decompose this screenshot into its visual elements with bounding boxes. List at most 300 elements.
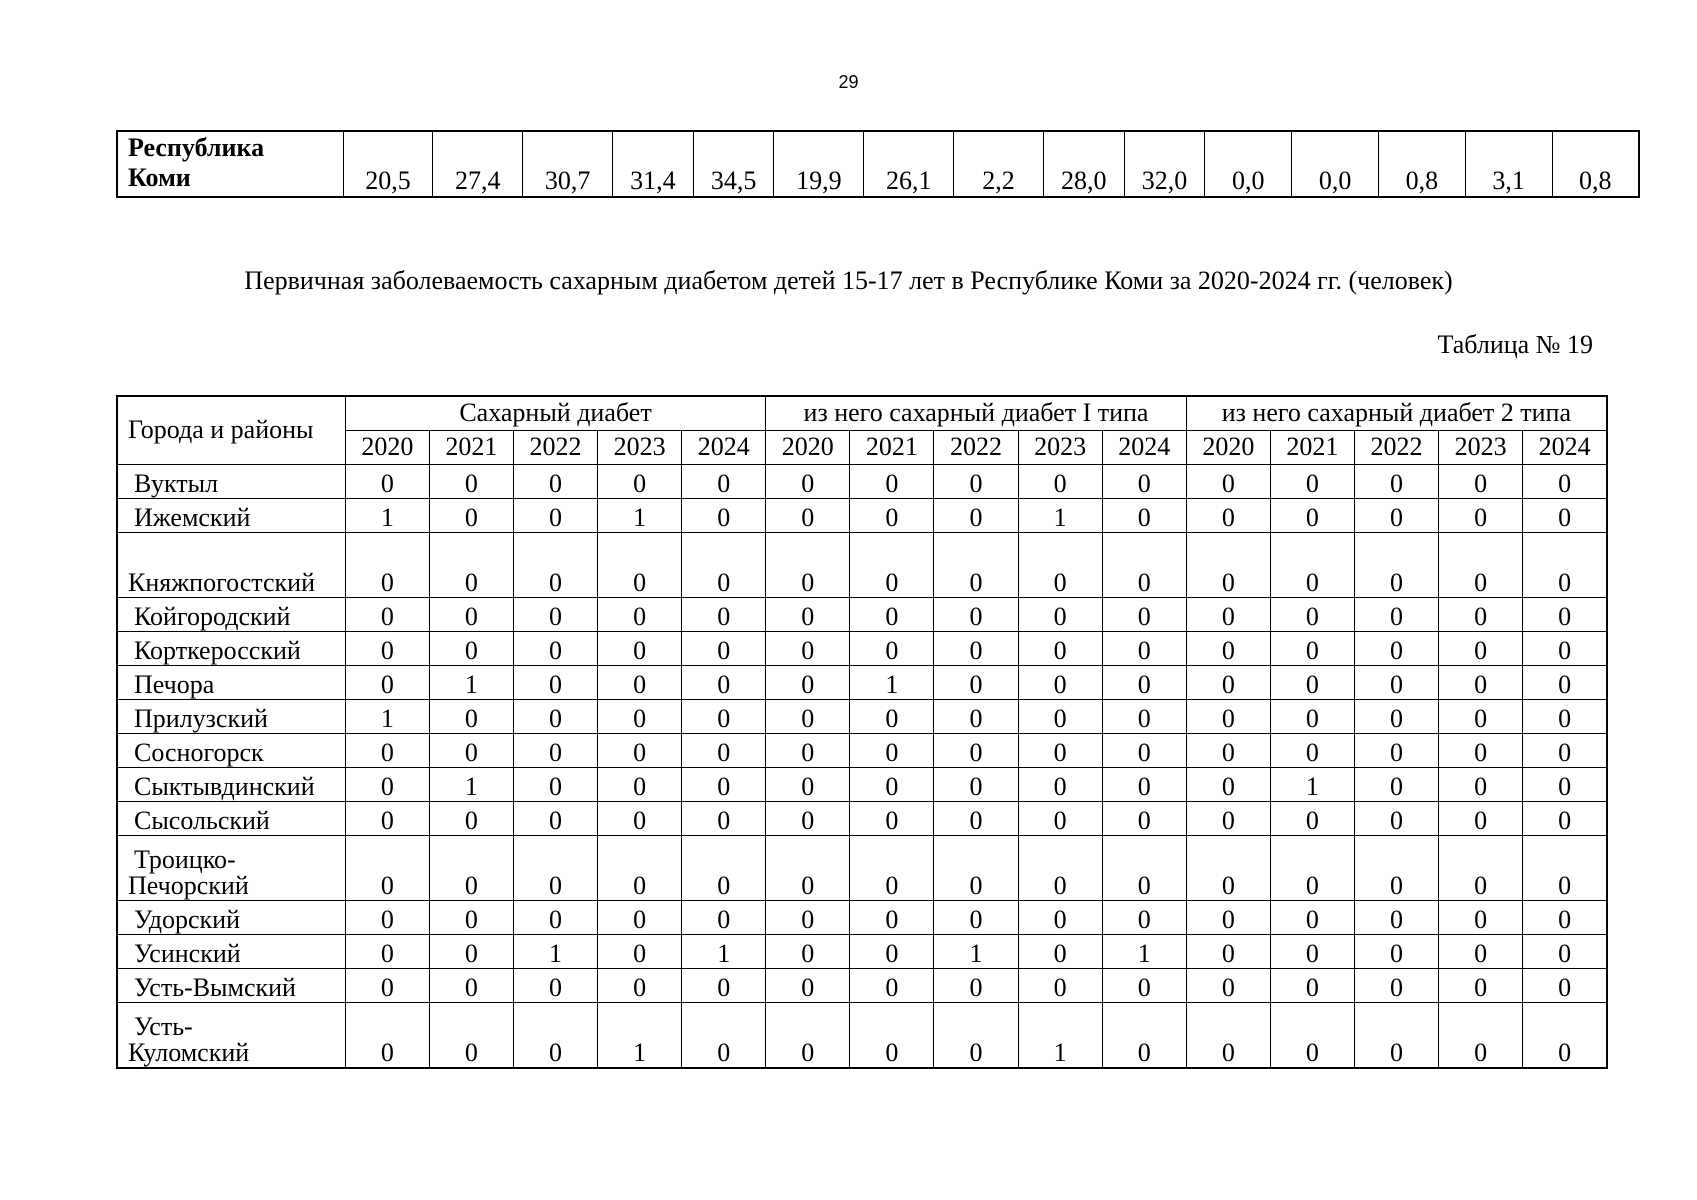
table-cell: 0 <box>1354 734 1438 768</box>
table-cell: 0 <box>1270 700 1354 734</box>
table-cell: 0 <box>598 465 682 499</box>
table-cell: 1 <box>1018 499 1102 533</box>
row-name-text: Княжпогостский <box>128 568 315 597</box>
header-year: 2024 <box>682 431 766 465</box>
table-cell: 0 <box>345 802 429 836</box>
table-cell: 0 <box>850 533 934 598</box>
row-name-text: Прилузский <box>134 704 268 733</box>
header-year: 2023 <box>598 431 682 465</box>
table-cell: 0 <box>850 969 934 1003</box>
table-cell: 0 <box>429 734 513 768</box>
row-name-text: Ижемский <box>134 503 251 532</box>
row-name-text: Корткеросский <box>134 636 301 665</box>
table-cell: 0 <box>1186 768 1270 802</box>
header-year: 2024 <box>1523 431 1607 465</box>
summary-value: 0,0 <box>1205 131 1292 197</box>
table-cell: 0 <box>850 901 934 935</box>
row-name-line: Усть- <box>134 1012 193 1041</box>
header-year: 2020 <box>345 431 429 465</box>
table-cell: 0 <box>934 632 1018 666</box>
table-cell: 0 <box>934 836 1018 901</box>
table-cell: 0 <box>1018 969 1102 1003</box>
table-row <box>117 465 1607 499</box>
incidence-table <box>116 395 1608 1069</box>
table-cell: 0 <box>1018 598 1102 632</box>
table-cell: 0 <box>766 1003 850 1069</box>
header-year: 2021 <box>429 431 513 465</box>
table-cell: 0 <box>513 632 597 666</box>
table-cell: 0 <box>1354 465 1438 499</box>
table-cell: 0 <box>1523 836 1607 901</box>
header-year: 2022 <box>1354 431 1438 465</box>
row-name <box>117 802 345 836</box>
row-name-text: Сыктывдинский <box>134 772 315 801</box>
table-cell: 0 <box>598 935 682 969</box>
table-cell: 0 <box>682 632 766 666</box>
table-cell: 0 <box>850 935 934 969</box>
table-cell: 0 <box>1102 499 1186 533</box>
table-cell: 0 <box>850 700 934 734</box>
summary-value: 31,4 <box>613 131 694 197</box>
row-name-text: Печора <box>134 670 215 699</box>
table-cell: 0 <box>513 768 597 802</box>
table-cell: 0 <box>345 969 429 1003</box>
table-cell: 0 <box>1523 465 1607 499</box>
summary-value: 30,7 <box>523 131 613 197</box>
table-cell: 0 <box>1102 969 1186 1003</box>
row-name <box>117 465 345 499</box>
header-group-type1: из него сахарный диабет I типа <box>766 396 1187 431</box>
table-cell: 0 <box>1102 734 1186 768</box>
table-row <box>117 969 1607 1003</box>
table-cell: 0 <box>1186 632 1270 666</box>
table-cell: 0 <box>345 734 429 768</box>
table-cell: 0 <box>1018 465 1102 499</box>
table-cell: 0 <box>598 734 682 768</box>
header-year: 2023 <box>1439 431 1523 465</box>
table-cell: 0 <box>934 768 1018 802</box>
table-number: Таблица № 19 <box>1437 330 1593 359</box>
table-cell: 0 <box>934 802 1018 836</box>
table-cell: 0 <box>1439 533 1523 598</box>
table-cell: 0 <box>1186 901 1270 935</box>
summary-value: 27,4 <box>433 131 523 197</box>
table-cell: 0 <box>1270 1003 1354 1069</box>
summary-value: 20,5 <box>343 131 433 197</box>
table-cell: 0 <box>766 632 850 666</box>
table-cell: 0 <box>1018 666 1102 700</box>
table-row <box>117 632 1607 666</box>
table-cell: 0 <box>345 598 429 632</box>
table-cell: 0 <box>1018 802 1102 836</box>
table-cell: 0 <box>1354 836 1438 901</box>
table-cell: 0 <box>1186 836 1270 901</box>
summary-value: 0,8 <box>1552 131 1639 197</box>
table-cell: 0 <box>1102 533 1186 598</box>
table-cell: 0 <box>1523 533 1607 598</box>
table-cell: 0 <box>934 499 1018 533</box>
table-cell: 0 <box>1270 935 1354 969</box>
table-cell: 0 <box>934 734 1018 768</box>
row-name-text: Усть-Вымский <box>134 973 296 1002</box>
table-cell: 0 <box>850 1003 934 1069</box>
table-cell: 0 <box>1186 1003 1270 1069</box>
table-cell: 0 <box>934 598 1018 632</box>
table-cell: 0 <box>1354 533 1438 598</box>
table-cell: 0 <box>598 598 682 632</box>
row-name-line: Троицко- <box>134 845 236 874</box>
summary-value: 34,5 <box>693 131 774 197</box>
table-cell: 0 <box>682 768 766 802</box>
table-cell: 0 <box>766 901 850 935</box>
table-cell: 0 <box>1523 1003 1607 1069</box>
table-cell: 0 <box>934 666 1018 700</box>
table-cell: 0 <box>513 969 597 1003</box>
summary-region <box>117 131 343 197</box>
table-cell: 0 <box>934 465 1018 499</box>
table-cell: 0 <box>1018 632 1102 666</box>
table-cell: 0 <box>513 734 597 768</box>
row-name <box>117 901 345 935</box>
header-year: 2022 <box>934 431 1018 465</box>
table-cell: 0 <box>1439 632 1523 666</box>
table-cell: 1 <box>345 700 429 734</box>
table-cell: 0 <box>1186 465 1270 499</box>
table-cell: 0 <box>1186 533 1270 598</box>
table-cell: 0 <box>682 465 766 499</box>
table-cell: 0 <box>1102 836 1186 901</box>
table-cell: 0 <box>1439 802 1523 836</box>
table-cell: 0 <box>682 734 766 768</box>
table-cell: 0 <box>766 533 850 598</box>
table-cell: 0 <box>598 768 682 802</box>
table-cell: 0 <box>1439 901 1523 935</box>
table-cell: 0 <box>682 700 766 734</box>
table-row <box>117 836 1607 901</box>
table-cell: 0 <box>1270 533 1354 598</box>
row-name <box>117 598 345 632</box>
table-cell: 0 <box>1270 802 1354 836</box>
table-cell: 0 <box>1523 802 1607 836</box>
table-cell: 0 <box>1270 499 1354 533</box>
table-cell: 0 <box>1186 598 1270 632</box>
table-cell: 0 <box>1018 935 1102 969</box>
table-cell: 0 <box>1102 802 1186 836</box>
table-cell: 0 <box>429 969 513 1003</box>
table-cell: 0 <box>766 969 850 1003</box>
summary-value: 3,1 <box>1465 131 1552 197</box>
summary-value: 26,1 <box>864 131 954 197</box>
table-cell: 0 <box>345 632 429 666</box>
table-cell: 0 <box>1523 969 1607 1003</box>
table-cell: 0 <box>682 836 766 901</box>
table-cell: 0 <box>1523 499 1607 533</box>
table-cell: 1 <box>513 935 597 969</box>
summary-value: 32,0 <box>1124 131 1205 197</box>
row-name <box>117 734 345 768</box>
table-cell: 0 <box>598 632 682 666</box>
row-name <box>117 499 345 533</box>
table-cell: 0 <box>513 1003 597 1069</box>
table-cell: 0 <box>682 533 766 598</box>
table-cell: 0 <box>1102 1003 1186 1069</box>
table-cell: 0 <box>1354 969 1438 1003</box>
table-cell: 0 <box>1439 598 1523 632</box>
table-cell: 0 <box>934 533 1018 598</box>
summary-region-line-2: Коми <box>128 163 191 192</box>
table-row <box>117 666 1607 700</box>
table-cell: 0 <box>1439 935 1523 969</box>
table-cell: 0 <box>1186 935 1270 969</box>
table-cell: 0 <box>1270 969 1354 1003</box>
table-cell: 0 <box>513 465 597 499</box>
table-row <box>117 598 1607 632</box>
table-cell: 0 <box>1354 768 1438 802</box>
table-cell: 1 <box>934 935 1018 969</box>
table-cell: 0 <box>1270 901 1354 935</box>
table-cell: 0 <box>598 802 682 836</box>
table-cell: 0 <box>1102 465 1186 499</box>
table-cell: 1 <box>682 935 766 969</box>
table-cell: 1 <box>1270 768 1354 802</box>
table-cell: 1 <box>850 666 934 700</box>
summary-value: 0,8 <box>1378 131 1465 197</box>
table-cell: 0 <box>1270 666 1354 700</box>
table-cell: 0 <box>513 598 597 632</box>
table-cell: 0 <box>1354 901 1438 935</box>
table-cell: 0 <box>345 533 429 598</box>
table-cell: 0 <box>1270 632 1354 666</box>
table-cell: 0 <box>850 598 934 632</box>
table-cell: 0 <box>682 499 766 533</box>
table-cell: 0 <box>1186 802 1270 836</box>
table-row <box>117 700 1607 734</box>
table-cell: 0 <box>1439 768 1523 802</box>
row-name <box>117 632 345 666</box>
summary-row <box>117 131 1639 197</box>
table-cell: 0 <box>429 935 513 969</box>
table-cell: 0 <box>1523 666 1607 700</box>
row-name <box>117 700 345 734</box>
header-year: 2020 <box>766 431 850 465</box>
table-cell: 0 <box>850 734 934 768</box>
row-name <box>117 836 345 901</box>
table-cell: 0 <box>1354 1003 1438 1069</box>
table-cell: 1 <box>598 1003 682 1069</box>
table-cell: 0 <box>934 1003 1018 1069</box>
table-cell: 0 <box>1270 465 1354 499</box>
row-name-text: Удорский <box>134 905 240 934</box>
summary-value: 2,2 <box>954 131 1044 197</box>
table-cell: 0 <box>429 901 513 935</box>
table-cell: 0 <box>682 666 766 700</box>
table-cell: 0 <box>766 666 850 700</box>
table-cell: 0 <box>1186 499 1270 533</box>
table-cell: 0 <box>513 666 597 700</box>
table-row <box>117 935 1607 969</box>
table-cell: 0 <box>1270 598 1354 632</box>
table-cell: 0 <box>682 598 766 632</box>
row-name <box>117 935 345 969</box>
table-cell: 0 <box>513 700 597 734</box>
table-cell: 0 <box>345 901 429 935</box>
header-row-groups <box>117 396 1607 431</box>
table-cell: 0 <box>766 935 850 969</box>
table-cell: 0 <box>934 969 1018 1003</box>
table-cell: 0 <box>1018 533 1102 598</box>
table-cell: 0 <box>345 666 429 700</box>
header-year: 2023 <box>1018 431 1102 465</box>
table-cell: 0 <box>345 768 429 802</box>
table-cell: 0 <box>1523 768 1607 802</box>
table-cell: 0 <box>598 666 682 700</box>
table-cell: 0 <box>513 802 597 836</box>
table-row <box>117 768 1607 802</box>
table-cell: 0 <box>1523 935 1607 969</box>
table-cell: 0 <box>345 935 429 969</box>
table-cell: 0 <box>766 499 850 533</box>
table-cell: 1 <box>429 768 513 802</box>
table-cell: 0 <box>513 836 597 901</box>
table-cell: 0 <box>429 632 513 666</box>
table-cell: 0 <box>1102 768 1186 802</box>
row-name-text: Койгородский <box>134 602 291 631</box>
table-cell: 0 <box>598 533 682 598</box>
row-name-text: Усинский <box>134 939 241 968</box>
table-cell: 0 <box>766 802 850 836</box>
table-cell: 0 <box>429 836 513 901</box>
row-name <box>117 533 345 598</box>
table-row <box>117 499 1607 533</box>
table-cell: 0 <box>934 700 1018 734</box>
table-row <box>117 901 1607 935</box>
table-cell: 0 <box>1102 598 1186 632</box>
table-cell: 0 <box>850 802 934 836</box>
table-cell: 0 <box>1523 598 1607 632</box>
table-cell: 0 <box>429 533 513 598</box>
row-name <box>117 768 345 802</box>
header-year: 2020 <box>1186 431 1270 465</box>
table-cell: 0 <box>1354 499 1438 533</box>
table-cell: 0 <box>429 1003 513 1069</box>
table-cell: 0 <box>1439 734 1523 768</box>
table-cell: 1 <box>1018 1003 1102 1069</box>
summary-table <box>116 130 1640 198</box>
header-group-type2: из него сахарный диабет 2 типа <box>1186 396 1607 431</box>
table-body <box>117 465 1607 1069</box>
table-cell: 0 <box>850 768 934 802</box>
table-cell: 0 <box>1018 901 1102 935</box>
table-cell: 0 <box>1354 598 1438 632</box>
header-year: 2021 <box>1270 431 1354 465</box>
table-cell: 0 <box>1186 969 1270 1003</box>
table-cell: 0 <box>1439 666 1523 700</box>
header-year: 2022 <box>513 431 597 465</box>
table-cell: 0 <box>1523 700 1607 734</box>
table-cell: 0 <box>766 598 850 632</box>
page-number: 29 <box>838 72 859 92</box>
header-cities: Города и районы <box>117 396 345 465</box>
table-cell: 0 <box>598 969 682 1003</box>
table-cell: 0 <box>766 836 850 901</box>
table-cell: 1 <box>598 499 682 533</box>
table-cell: 0 <box>682 901 766 935</box>
table-cell: 0 <box>1439 499 1523 533</box>
table-cell: 0 <box>429 499 513 533</box>
row-name-line: Куломский <box>128 1038 250 1067</box>
table-cell: 0 <box>1354 632 1438 666</box>
table-cell: 0 <box>1270 734 1354 768</box>
table-cell: 0 <box>1439 465 1523 499</box>
table-cell: 0 <box>1270 836 1354 901</box>
row-name <box>117 666 345 700</box>
table-cell: 0 <box>1354 666 1438 700</box>
table-cell: 0 <box>682 802 766 836</box>
row-name-text: Вуктыл <box>134 469 219 498</box>
header-year: 2024 <box>1102 431 1186 465</box>
table-cell: 0 <box>598 700 682 734</box>
table-cell: 0 <box>1186 666 1270 700</box>
row-name <box>117 969 345 1003</box>
table-cell: 0 <box>766 465 850 499</box>
table-cell: 0 <box>1523 632 1607 666</box>
table-cell: 0 <box>1102 700 1186 734</box>
table-cell: 0 <box>1018 836 1102 901</box>
table-cell: 0 <box>1018 734 1102 768</box>
table-cell: 0 <box>1354 935 1438 969</box>
table-cell: 0 <box>850 465 934 499</box>
table-row <box>117 802 1607 836</box>
row-name <box>117 1003 345 1069</box>
table-cell: 0 <box>345 1003 429 1069</box>
table-cell: 0 <box>1439 700 1523 734</box>
table-cell: 1 <box>345 499 429 533</box>
summary-value: 19,9 <box>774 131 864 197</box>
summary-value: 28,0 <box>1043 131 1124 197</box>
table-cell: 0 <box>1186 734 1270 768</box>
header-group-diabetes: Сахарный диабет <box>345 396 765 431</box>
table-cell: 0 <box>598 901 682 935</box>
table-cell: 0 <box>1102 632 1186 666</box>
table-cell: 0 <box>1186 700 1270 734</box>
header-year: 2021 <box>850 431 934 465</box>
table-cell: 0 <box>1102 666 1186 700</box>
summary-region-line-1: Республика <box>128 133 265 163</box>
table-cell: 0 <box>850 632 934 666</box>
table-cell: 0 <box>766 768 850 802</box>
table-cell: 0 <box>429 802 513 836</box>
table-cell: 0 <box>766 700 850 734</box>
table-cell: 1 <box>429 666 513 700</box>
table-cell: 0 <box>598 836 682 901</box>
table-cell: 0 <box>513 901 597 935</box>
table-cell: 0 <box>1439 1003 1523 1069</box>
table-cell: 0 <box>513 499 597 533</box>
table-cell: 0 <box>1439 836 1523 901</box>
table-cell: 0 <box>429 700 513 734</box>
table-cell: 0 <box>513 533 597 598</box>
table-cell: 0 <box>345 465 429 499</box>
table-cell: 0 <box>682 969 766 1003</box>
table-cell: 0 <box>850 836 934 901</box>
table-cell: 0 <box>1354 802 1438 836</box>
table-cell: 0 <box>1439 969 1523 1003</box>
table-cell: 0 <box>429 598 513 632</box>
table-cell: 0 <box>1018 700 1102 734</box>
table-cell: 0 <box>1354 700 1438 734</box>
table-cell: 0 <box>682 1003 766 1069</box>
table-row <box>117 734 1607 768</box>
